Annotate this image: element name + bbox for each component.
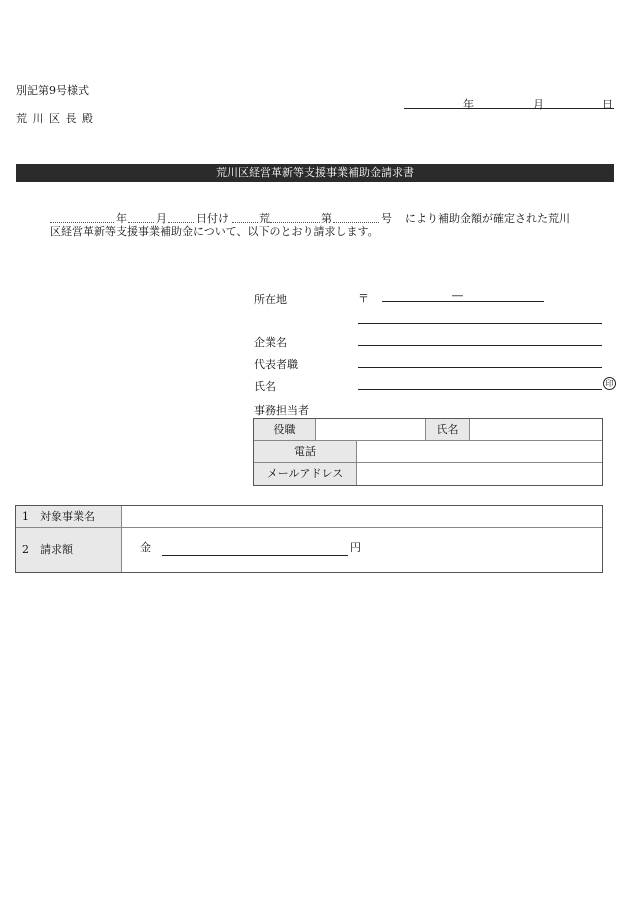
amount-suffix: 円 [350, 541, 361, 554]
company-field[interactable] [358, 345, 602, 346]
request-table [15, 505, 603, 573]
body-ara: 荒 [259, 212, 270, 225]
contact-name-label: 氏名 [426, 419, 470, 441]
amount-field[interactable] [162, 555, 348, 556]
name-label: 氏名 [254, 380, 276, 393]
amount-row [122, 528, 602, 572]
address-label: 所在地 [254, 293, 287, 306]
body-line2: 区経営革新等支援事業補助金について、以下のとおり請求します。 [50, 225, 379, 238]
form-number: 別記第9号様式 [16, 84, 89, 97]
postal-dash: ― [452, 289, 463, 302]
amount-label: 2 請求額 [16, 528, 122, 572]
body-dated: 日付け [196, 212, 229, 225]
date-day-label: 日 [602, 98, 613, 111]
body-go: 号 [381, 212, 392, 225]
email-field[interactable] [357, 463, 602, 485]
postal-code-field[interactable] [382, 301, 544, 302]
phone-field[interactable] [357, 441, 602, 463]
contact-name-field[interactable] [470, 419, 602, 441]
rep-title-label: 代表者職 [254, 358, 298, 371]
amount-prefix: 金 [140, 541, 151, 554]
document-title: 荒川区経営革新等支援事業補助金請求書 [16, 164, 614, 182]
body-dai: 第 [321, 212, 332, 225]
body-year: 年 [116, 212, 127, 225]
body-month: 月 [156, 212, 167, 225]
postal-mark: 〒 [358, 292, 369, 305]
phone-label: 電話 [254, 441, 357, 463]
date-month-label: 月 [533, 98, 544, 111]
position-label: 役職 [254, 419, 316, 441]
email-label: メールアドレス [254, 463, 357, 485]
project-name-label: 1 対象事業名 [16, 506, 122, 528]
seal-mark: 印 [603, 377, 616, 390]
date-year-label: 年 [463, 98, 474, 111]
position-field[interactable] [316, 419, 426, 441]
address-field[interactable] [358, 323, 602, 324]
company-label: 企業名 [254, 336, 287, 349]
contact-heading: 事務担当者 [254, 404, 309, 417]
body-line1-rest: により補助金額が確定された荒川 [405, 212, 570, 225]
project-name-field[interactable] [122, 506, 602, 528]
name-field[interactable] [358, 389, 602, 390]
contact-table [253, 418, 603, 486]
rep-title-field[interactable] [358, 367, 602, 368]
addressee: 荒 川 区 長 殿 [16, 112, 94, 125]
date-underline [404, 108, 614, 109]
